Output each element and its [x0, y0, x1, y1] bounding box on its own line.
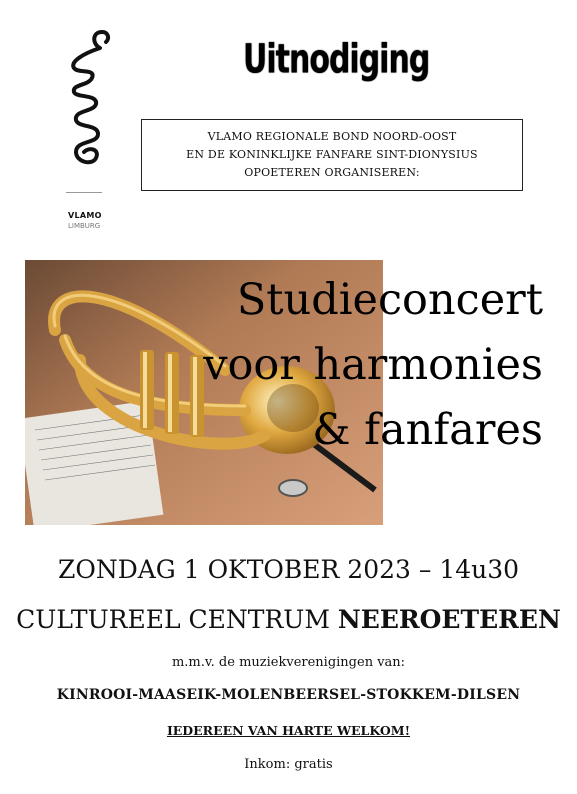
logo-subtitle: LIMBURG — [68, 222, 101, 230]
concert-title — [203, 268, 543, 463]
vlamo-script-logo-icon — [62, 28, 122, 188]
organizers-box — [141, 119, 523, 191]
invitation-title: Uitnodiging — [243, 36, 430, 84]
entry-fee: Inkom: gratis — [244, 757, 333, 772]
organizers-line-3: OPOETEREN ORGANISEREN: — [244, 166, 420, 179]
concert-title-line-1: Studieconcert — [236, 275, 543, 325]
participating-towns: KINROOI-MAASEIK-MOLENBEERSEL-STOKKEM-DILSEN — [56, 687, 521, 703]
logo-name: VLAMO — [68, 211, 102, 220]
vlamo-logo — [62, 28, 122, 238]
welcome-text: IEDEREEN VAN HARTE WELKOM! — [166, 723, 411, 738]
organizers-line-2: EN DE KONINKLIJKE FANFARE SINT-DIONYSIUS — [186, 148, 478, 161]
event-datetime: ZONDAG 1 OKTOBER 2023 – 14u30 — [57, 555, 520, 584]
organizers-line-1: VLAMO REGIONALE BOND NOORD-OOST — [207, 130, 457, 143]
logo-divider — [66, 192, 102, 193]
concert-title-line-2: voor harmonies — [203, 340, 543, 390]
venue-name: NEEROETEREN — [337, 605, 561, 634]
venue-prefix: CULTUREEL CENTRUM — [16, 605, 338, 634]
concert-title-line-3: & fanfares — [312, 405, 543, 455]
event-venue — [0, 605, 577, 634]
participants-intro: m.m.v. de muziekverenigingen van: — [171, 655, 406, 670]
